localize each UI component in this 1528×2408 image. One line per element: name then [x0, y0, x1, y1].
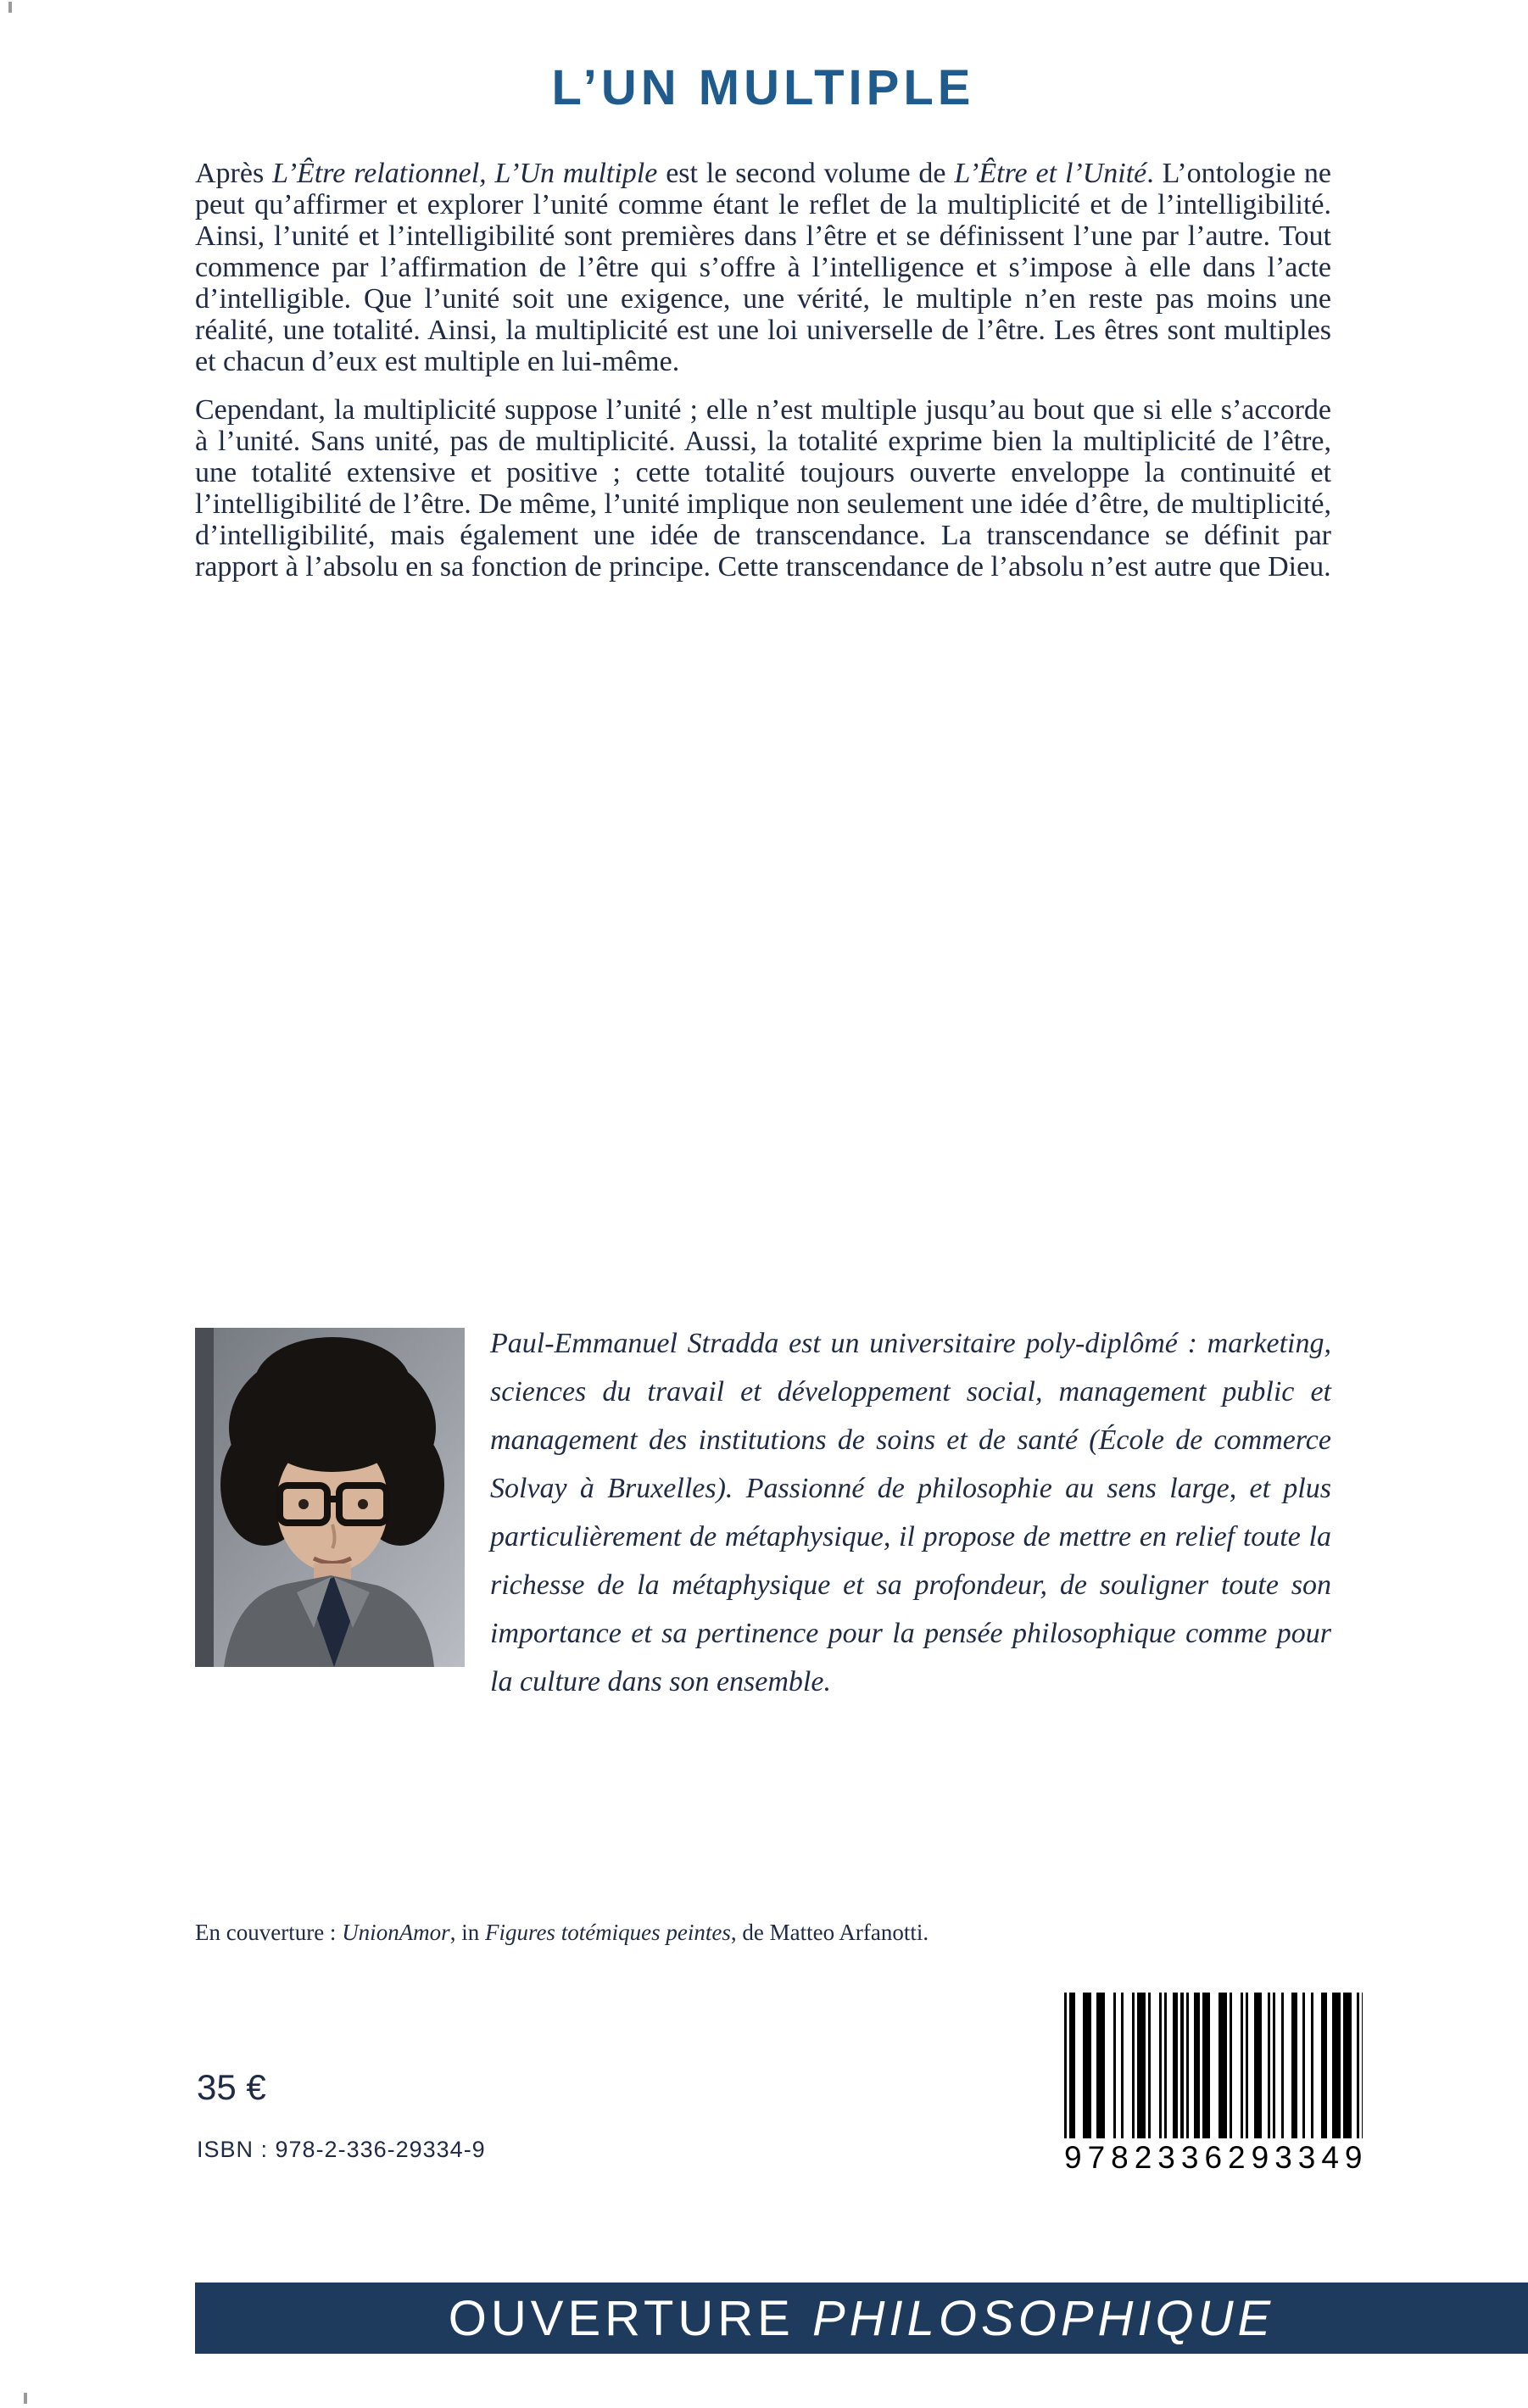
- text-segment: L’Être et l’Unité: [954, 158, 1147, 189]
- text-segment: L’Être relationnel, L’Un multiple: [272, 158, 658, 189]
- portrait-graphic: [195, 1328, 465, 1667]
- isbn: ISBN : 978-2-336-29334-9: [197, 2137, 486, 2162]
- synopsis-paragraph-1: [195, 158, 1331, 377]
- text-segment: En couverture :: [195, 1920, 343, 1945]
- text-segment: est le second volume de: [657, 158, 955, 189]
- synopsis-paragraph-2: Cependant, la multiplicité suppose l’unité ; elle n’est multiple jusqu’au bout que si elle s’accorde à l’unité. Sans unité, pas de multiplicité. Aussi, la totalité exprime bien la multiplicité de l’être, une totalité extensive et positive ; cette totalité toujours ouverte enveloppe la continuité et l’intelligibilité de l’être. De même, l’unité implique non seulement une idée d’être, de multiplicité, d’intelligibilité, mais également une idée de transcendance. La transcendance se définit par rapport à l’absolu en sa fonction de principe. Cette transcendance de l’absolu n’est autre que Dieu.: [195, 394, 1331, 582]
- text-segment: , in: [449, 1920, 485, 1945]
- collection-name-part2: PHILOSOPHIQUE: [811, 2291, 1275, 2346]
- collection-banner: [195, 2283, 1528, 2354]
- synopsis: [195, 158, 1331, 582]
- text-segment: Après: [195, 158, 273, 189]
- text-segment: UnionAmor: [342, 1920, 450, 1945]
- author-bio-text: Paul-Emmanuel Stradda est un universitaire poly-diplômé : marketing, sciences du travail et développement social, management public et management des institutions de soins et de santé (École de commerce Solvay à Bruxelles). Passionné de philosophie au sens large, et plus particulièrement de métaphysique, il propose de mettre en relief toute la richesse de la métaphysique et sa profondeur, de souligner toute son importance et sa pertinence pour la pensée philosophique comme pour la culture dans son ensemble.: [490, 1328, 1331, 1697]
- barcode: [1064, 1993, 1369, 2177]
- author-photo: [195, 1328, 465, 1667]
- page-title: L’UN MULTIPLE: [551, 60, 975, 115]
- crop-mark-top-left: [8, 2, 12, 13]
- crop-mark-bottom-left: [24, 2393, 27, 2404]
- cover-credit: [195, 1918, 1331, 1947]
- price: 35 €: [197, 2067, 266, 2107]
- text-segment: . L’ontologie ne peut qu’affirmer et explorer l’unité comme étant le reflet de la multiplicité et de l’intelligibilité. Ainsi, l’unité et l’intelligibilité sont premières dans l’être et se définissent l’une par l’autre. Tout commence par l’affirmation de l’être qui s’offre à l’intelligence et s’impose à elle dans l’acte d’intelligible. Que l’unité soit une exigence, une vérité, le multiple n’en reste pas moins une réalité, une totalité. Ainsi, la multiplicité est une loi universelle de l’être. Les êtres sont multiples et chacun d’eux est multiple en lui-même.: [195, 158, 1331, 377]
- text-segment: Figures totémiques peintes: [484, 1920, 731, 1945]
- collection-name-part1: OUVERTURE: [448, 2291, 812, 2346]
- barcode-number: 9782336293349: [1064, 2138, 1363, 2177]
- author-bio: [195, 1319, 1331, 1706]
- barcode-bars: [1064, 1993, 1363, 2138]
- text-segment: , de Matteo Arfanotti.: [730, 1920, 929, 1945]
